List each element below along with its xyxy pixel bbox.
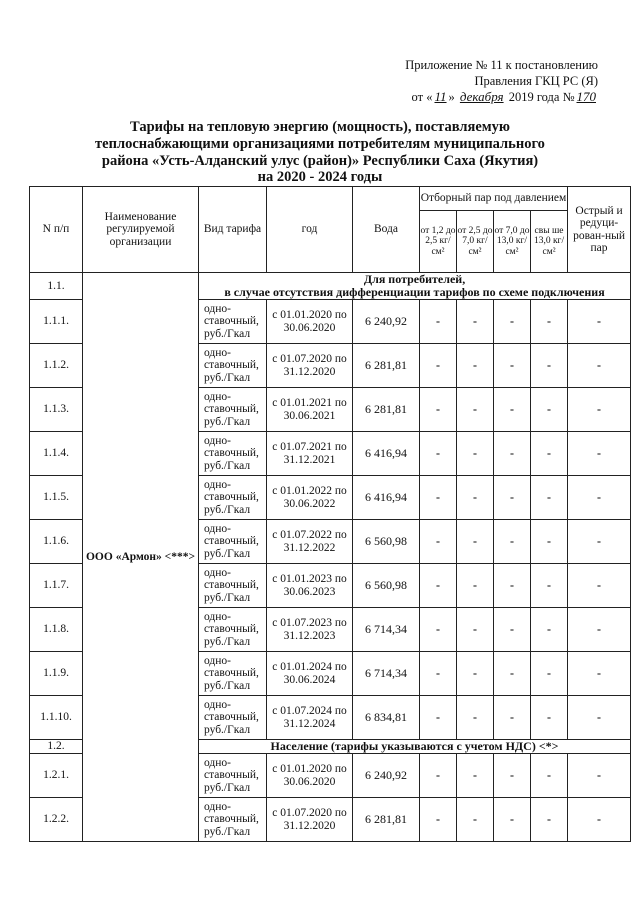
pressure-4-value: - <box>531 564 568 608</box>
water-tariff: 6 281,81 <box>353 388 420 432</box>
row-num: 1.1.10. <box>30 696 83 740</box>
pressure-1-value: - <box>420 520 457 564</box>
water-tariff: 6 416,94 <box>353 476 420 520</box>
pressure-3-value: - <box>494 344 531 388</box>
pressure-4-value: - <box>531 754 568 798</box>
water-tariff: 6 240,92 <box>353 300 420 344</box>
pressure-4-value: - <box>531 798 568 842</box>
water-tariff: 6 714,34 <box>353 652 420 696</box>
date-prefix: от « <box>411 90 433 104</box>
tariff-period: с 01.01.2024 по 30.06.2024 <box>267 652 353 696</box>
tariff-period: с 01.01.2020 по 30.06.2020 <box>267 754 353 798</box>
pressure-2-value: - <box>457 608 494 652</box>
acute-steam-value: - <box>568 754 631 798</box>
pressure-4-value: - <box>531 696 568 740</box>
tariff-type: одно-ставочный, руб./Гкал <box>199 344 267 388</box>
table-body <box>30 273 631 842</box>
pressure-2-value: - <box>457 696 494 740</box>
pressure-3-value: - <box>494 388 531 432</box>
acute-steam-value: - <box>568 696 631 740</box>
pressure-2-value: - <box>457 798 494 842</box>
pressure-3-value: - <box>494 608 531 652</box>
pressure-3-value: - <box>494 696 531 740</box>
row-num: 1.1.3. <box>30 388 83 432</box>
header-pressure-4: свы ше 13,0 кг/ см² <box>531 211 568 273</box>
tariff-period: с 01.01.2020 по 30.06.2020 <box>267 300 353 344</box>
header-num: N п/п <box>30 187 83 273</box>
appendix-line-1: Приложение № 11 к постановлению <box>405 58 598 72</box>
water-tariff: 6 281,81 <box>353 798 420 842</box>
pressure-4-value: - <box>531 476 568 520</box>
row-num: 1.1.9. <box>30 652 83 696</box>
appendix-date-line <box>405 89 598 106</box>
row-num: 1.1.2. <box>30 344 83 388</box>
pressure-2-value: - <box>457 564 494 608</box>
appendix-header <box>405 58 598 106</box>
acute-steam-value: - <box>568 520 631 564</box>
acute-steam-value: - <box>568 798 631 842</box>
header-water: Вода <box>353 187 420 273</box>
pressure-3-value: - <box>494 652 531 696</box>
pressure-1-value: - <box>420 432 457 476</box>
section-title: Население (тарифы указываются с учетом НДС) <*> <box>199 740 631 754</box>
tariff-period: с 01.01.2023 по 30.06.2023 <box>267 564 353 608</box>
header-acute-steam: Острый и редуци-рован-ный пар <box>568 187 631 273</box>
section-num: 1.2. <box>30 740 83 754</box>
title-line-3: района «Усть-Алданский улус (район)» Республики Саха (Якутия) <box>101 152 539 169</box>
header-type: Вид тарифа <box>199 187 267 273</box>
pressure-1-value: - <box>420 564 457 608</box>
row-num: 1.1.7. <box>30 564 83 608</box>
title-line-2: теплоснабжающими организациями потребителям муниципального <box>95 135 545 152</box>
header-year: год <box>267 187 353 273</box>
pressure-3-value: - <box>494 476 531 520</box>
section-title <box>199 273 631 300</box>
organization-name: ООО «Армон» <***> <box>83 273 199 842</box>
water-tariff: 6 714,34 <box>353 608 420 652</box>
acute-steam-value: - <box>568 432 631 476</box>
tariff-type: одно-ставочный, руб./Гкал <box>199 608 267 652</box>
tariff-type: одно-ставочный, руб./Гкал <box>199 432 267 476</box>
pressure-2-value: - <box>457 300 494 344</box>
tariff-type: одно-ставочный, руб./Гкал <box>199 300 267 344</box>
title-line-4: на 2020 - 2024 годы <box>257 169 383 186</box>
tariff-period: с 01.07.2022 по 31.12.2022 <box>267 520 353 564</box>
pressure-1-value: - <box>420 388 457 432</box>
row-num: 1.1.8. <box>30 608 83 652</box>
tariff-period: с 01.07.2021 по 31.12.2021 <box>267 432 353 476</box>
pressure-2-value: - <box>457 520 494 564</box>
header-pressure-1: от 1,2 до 2,5 кг/ см² <box>420 211 457 273</box>
pressure-4-value: - <box>531 608 568 652</box>
date-quote: » <box>448 90 455 104</box>
header-steam-group: Отборный пар под давлением <box>420 187 568 211</box>
pressure-3-value: - <box>494 754 531 798</box>
row-num: 1.1.6. <box>30 520 83 564</box>
acute-steam-value: - <box>568 652 631 696</box>
pressure-1-value: - <box>420 344 457 388</box>
tariff-type: одно-ставочный, руб./Гкал <box>199 754 267 798</box>
pressure-1-value: - <box>420 798 457 842</box>
pressure-2-value: - <box>457 476 494 520</box>
acute-steam-value: - <box>568 344 631 388</box>
tariff-period: с 01.07.2024 по 31.12.2024 <box>267 696 353 740</box>
water-tariff: 6 240,92 <box>353 754 420 798</box>
pressure-1-value: - <box>420 652 457 696</box>
pressure-2-value: - <box>457 344 494 388</box>
water-tariff: 6 560,98 <box>353 520 420 564</box>
pressure-3-value: - <box>494 798 531 842</box>
tariff-period: с 01.07.2020 по 31.12.2020 <box>267 798 353 842</box>
header-org: Наименование регулируемой организации <box>83 187 199 273</box>
water-tariff: 6 834,81 <box>353 696 420 740</box>
pressure-4-value: - <box>531 344 568 388</box>
tariff-type: одно-ставочный, руб./Гкал <box>199 652 267 696</box>
acute-steam-value: - <box>568 300 631 344</box>
tariff-period: с 01.07.2023 по 31.12.2023 <box>267 608 353 652</box>
header-pressure-2: от 2,5 до 7,0 кг/ см² <box>457 211 494 273</box>
pressure-1-value: - <box>420 754 457 798</box>
pressure-3-value: - <box>494 300 531 344</box>
pressure-1-value: - <box>420 696 457 740</box>
row-num: 1.2.1. <box>30 754 83 798</box>
tariff-type: одно-ставочный, руб./Гкал <box>199 520 267 564</box>
pressure-2-value: - <box>457 754 494 798</box>
pressure-3-value: - <box>494 432 531 476</box>
pressure-2-value: - <box>457 432 494 476</box>
title-line-1: Тарифы на тепловую энергию (мощность), поставляемую <box>130 119 510 135</box>
tariff-period: с 01.01.2021 по 30.06.2021 <box>267 388 353 432</box>
row-num: 1.2.2. <box>30 798 83 842</box>
header-pressure-3: от 7,0 до 13,0 кг/ см² <box>494 211 531 273</box>
acute-steam-value: - <box>568 564 631 608</box>
section-num: 1.1. <box>30 273 83 300</box>
pressure-3-value: - <box>494 520 531 564</box>
row-num: 1.1.4. <box>30 432 83 476</box>
pressure-4-value: - <box>531 388 568 432</box>
tariff-table <box>29 186 631 842</box>
acute-steam-value: - <box>568 476 631 520</box>
year-text: 2019 года № <box>508 90 575 104</box>
tariff-type: одно-ставочный, руб./Гкал <box>199 696 267 740</box>
tariff-period: с 01.01.2022 по 30.06.2022 <box>267 476 353 520</box>
water-tariff: 6 560,98 <box>353 564 420 608</box>
acute-steam-value: - <box>568 388 631 432</box>
pressure-2-value: - <box>457 388 494 432</box>
pressure-4-value: - <box>531 432 568 476</box>
water-tariff: 6 416,94 <box>353 432 420 476</box>
pressure-3-value: - <box>494 564 531 608</box>
section-title-line-1: Для потребителей, <box>363 272 466 286</box>
handwritten-day: 11 <box>434 89 447 104</box>
pressure-1-value: - <box>420 608 457 652</box>
pressure-4-value: - <box>531 520 568 564</box>
row-num: 1.1.1. <box>30 300 83 344</box>
handwritten-month: декабря <box>459 89 504 104</box>
section-title-line-2: в случае отсутствия дифференциации тарифов по схеме подключения <box>224 285 605 299</box>
row-num: 1.1.5. <box>30 476 83 520</box>
pressure-1-value: - <box>420 476 457 520</box>
tariff-type: одно-ставочный, руб./Гкал <box>199 476 267 520</box>
tariff-type: одно-ставочный, руб./Гкал <box>199 564 267 608</box>
pressure-4-value: - <box>531 300 568 344</box>
water-tariff: 6 281,81 <box>353 344 420 388</box>
pressure-2-value: - <box>457 652 494 696</box>
acute-steam-value: - <box>568 608 631 652</box>
document-title <box>0 119 640 186</box>
tariff-type: одно-ставочный, руб./Гкал <box>199 798 267 842</box>
tariff-period: с 01.07.2020 по 31.12.2020 <box>267 344 353 388</box>
appendix-line-2: Правления ГКЦ РС (Я) <box>474 73 598 88</box>
handwritten-number: 170 <box>576 89 596 104</box>
pressure-1-value: - <box>420 300 457 344</box>
pressure-4-value: - <box>531 652 568 696</box>
tariff-type: одно-ставочный, руб./Гкал <box>199 388 267 432</box>
